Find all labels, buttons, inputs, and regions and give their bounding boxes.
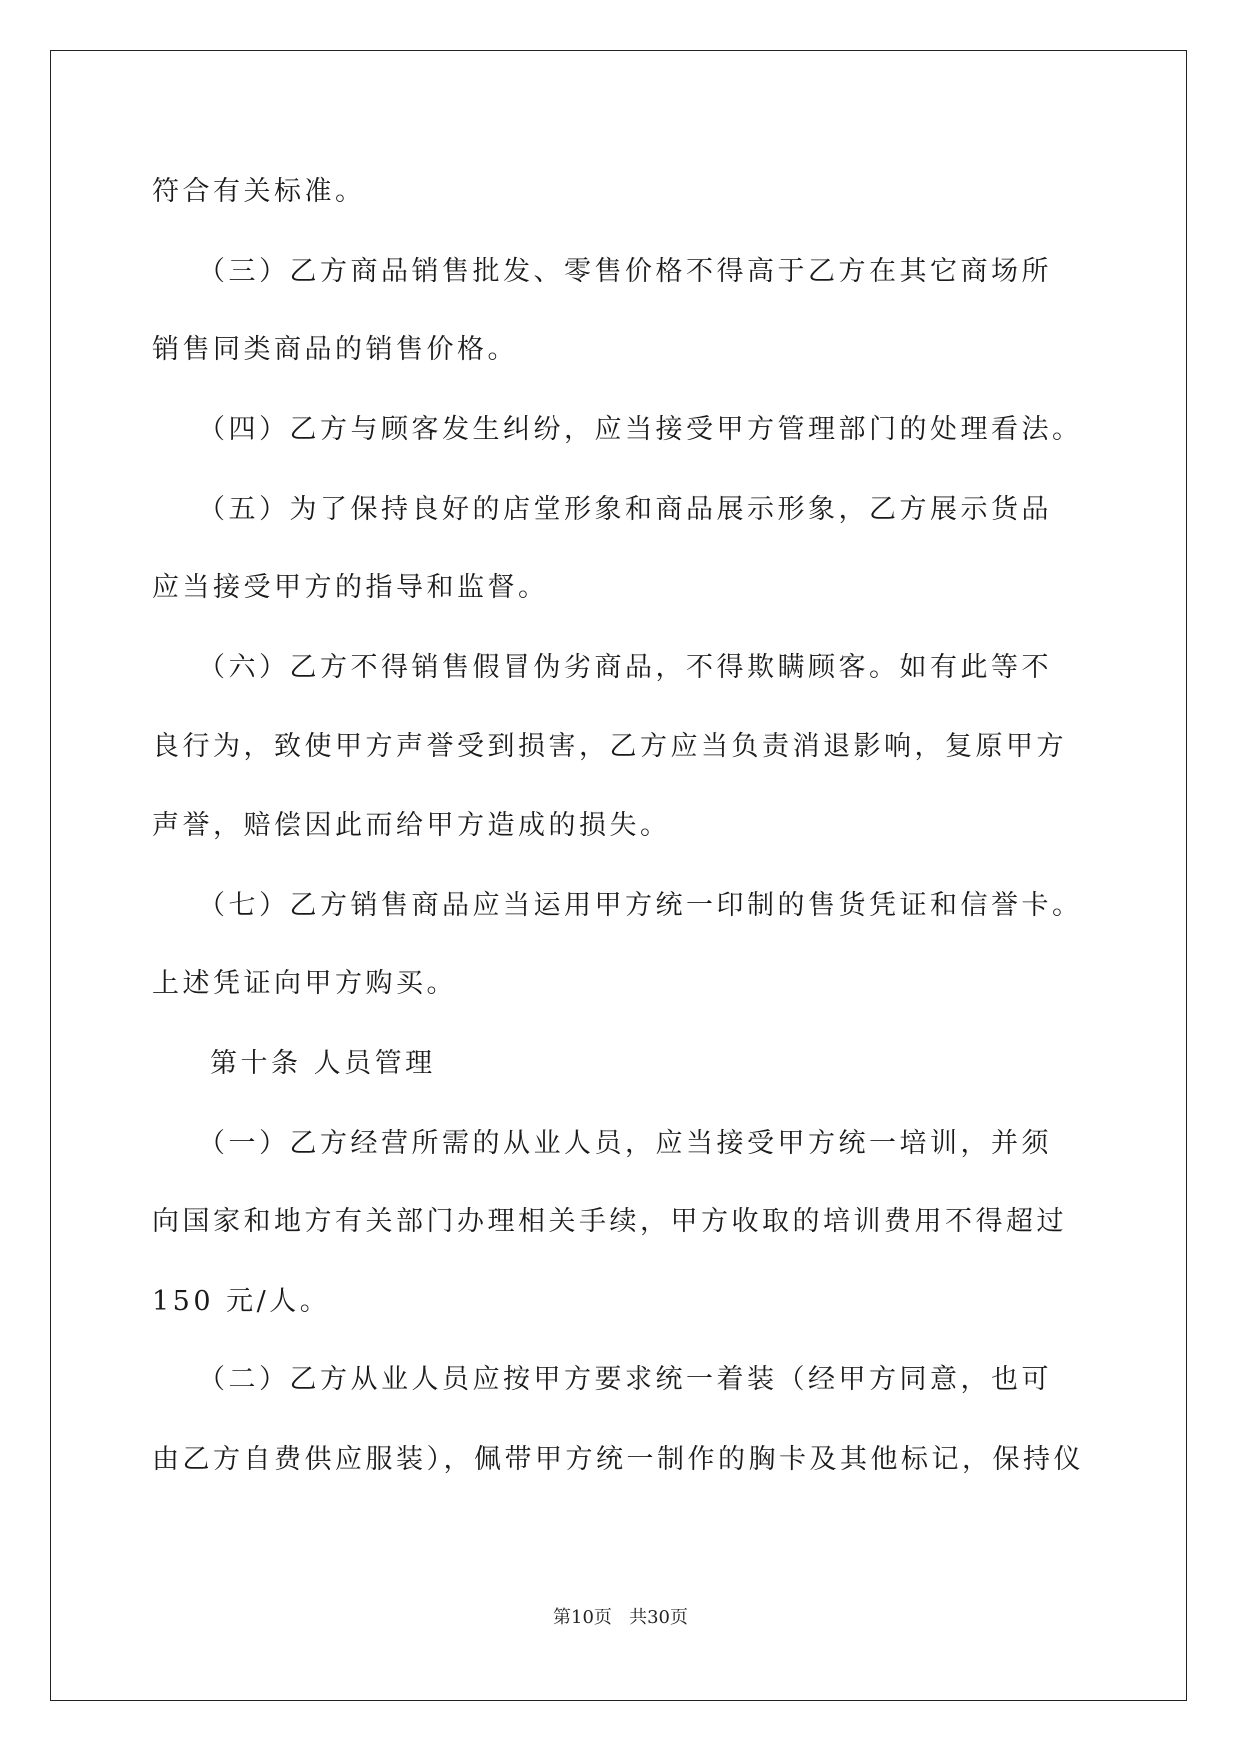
paragraph-line: 向国家和地方有关部门办理相关手续，甲方收取的培训费用不得超过 <box>152 1206 1067 1237</box>
paragraph-line: （三）乙方商品销售批发、零售价格不得高于乙方在其它商场所 <box>198 256 1052 287</box>
paragraph-line: （二）乙方从业人员应按甲方要求统一着装（经甲方同意，也可 <box>198 1364 1052 1395</box>
paragraph-line: 销售同类商品的销售价格。 <box>152 334 518 365</box>
paragraph-line: 符合有关标准。 <box>152 176 366 207</box>
paragraph-line: 由乙方自费供应服装），佩带甲方统一制作的胸卡及其他标记，保持仪 <box>152 1444 1084 1475</box>
paragraph-line: （一）乙方经营所需的从业人员，应当接受甲方统一培训，并须 <box>198 1128 1052 1159</box>
paragraph-line: 上述凭证向甲方购买。 <box>152 968 457 999</box>
section-heading: 第十条 人员管理 <box>210 1048 436 1079</box>
paragraph-line: 应当接受甲方的指导和监督。 <box>152 572 549 603</box>
paragraph-line: 良行为，致使甲方声誉受到损害，乙方应当负责消退影响，复原甲方 <box>152 731 1067 762</box>
paragraph-line: 150 元/人。 <box>152 1286 331 1317</box>
paragraph-line: （五）为了保持良好的店堂形象和商品展示形象，乙方展示货品 <box>198 494 1052 525</box>
paragraph-line: （四）乙方与顾客发生纠纷，应当接受甲方管理部门的处理看法。 <box>198 414 1083 445</box>
paragraph-line: （七）乙方销售商品应当运用甲方统一印制的售货凭证和信誉卡。 <box>198 890 1083 921</box>
paragraph-line: （六）乙方不得销售假冒伪劣商品，不得欺瞒顾客。如有此等不 <box>198 652 1052 683</box>
page-number-footer: 第10页 共30页 <box>553 1607 688 1628</box>
paragraph-line: 声誉，赔偿因此而给甲方造成的损失。 <box>152 810 671 841</box>
